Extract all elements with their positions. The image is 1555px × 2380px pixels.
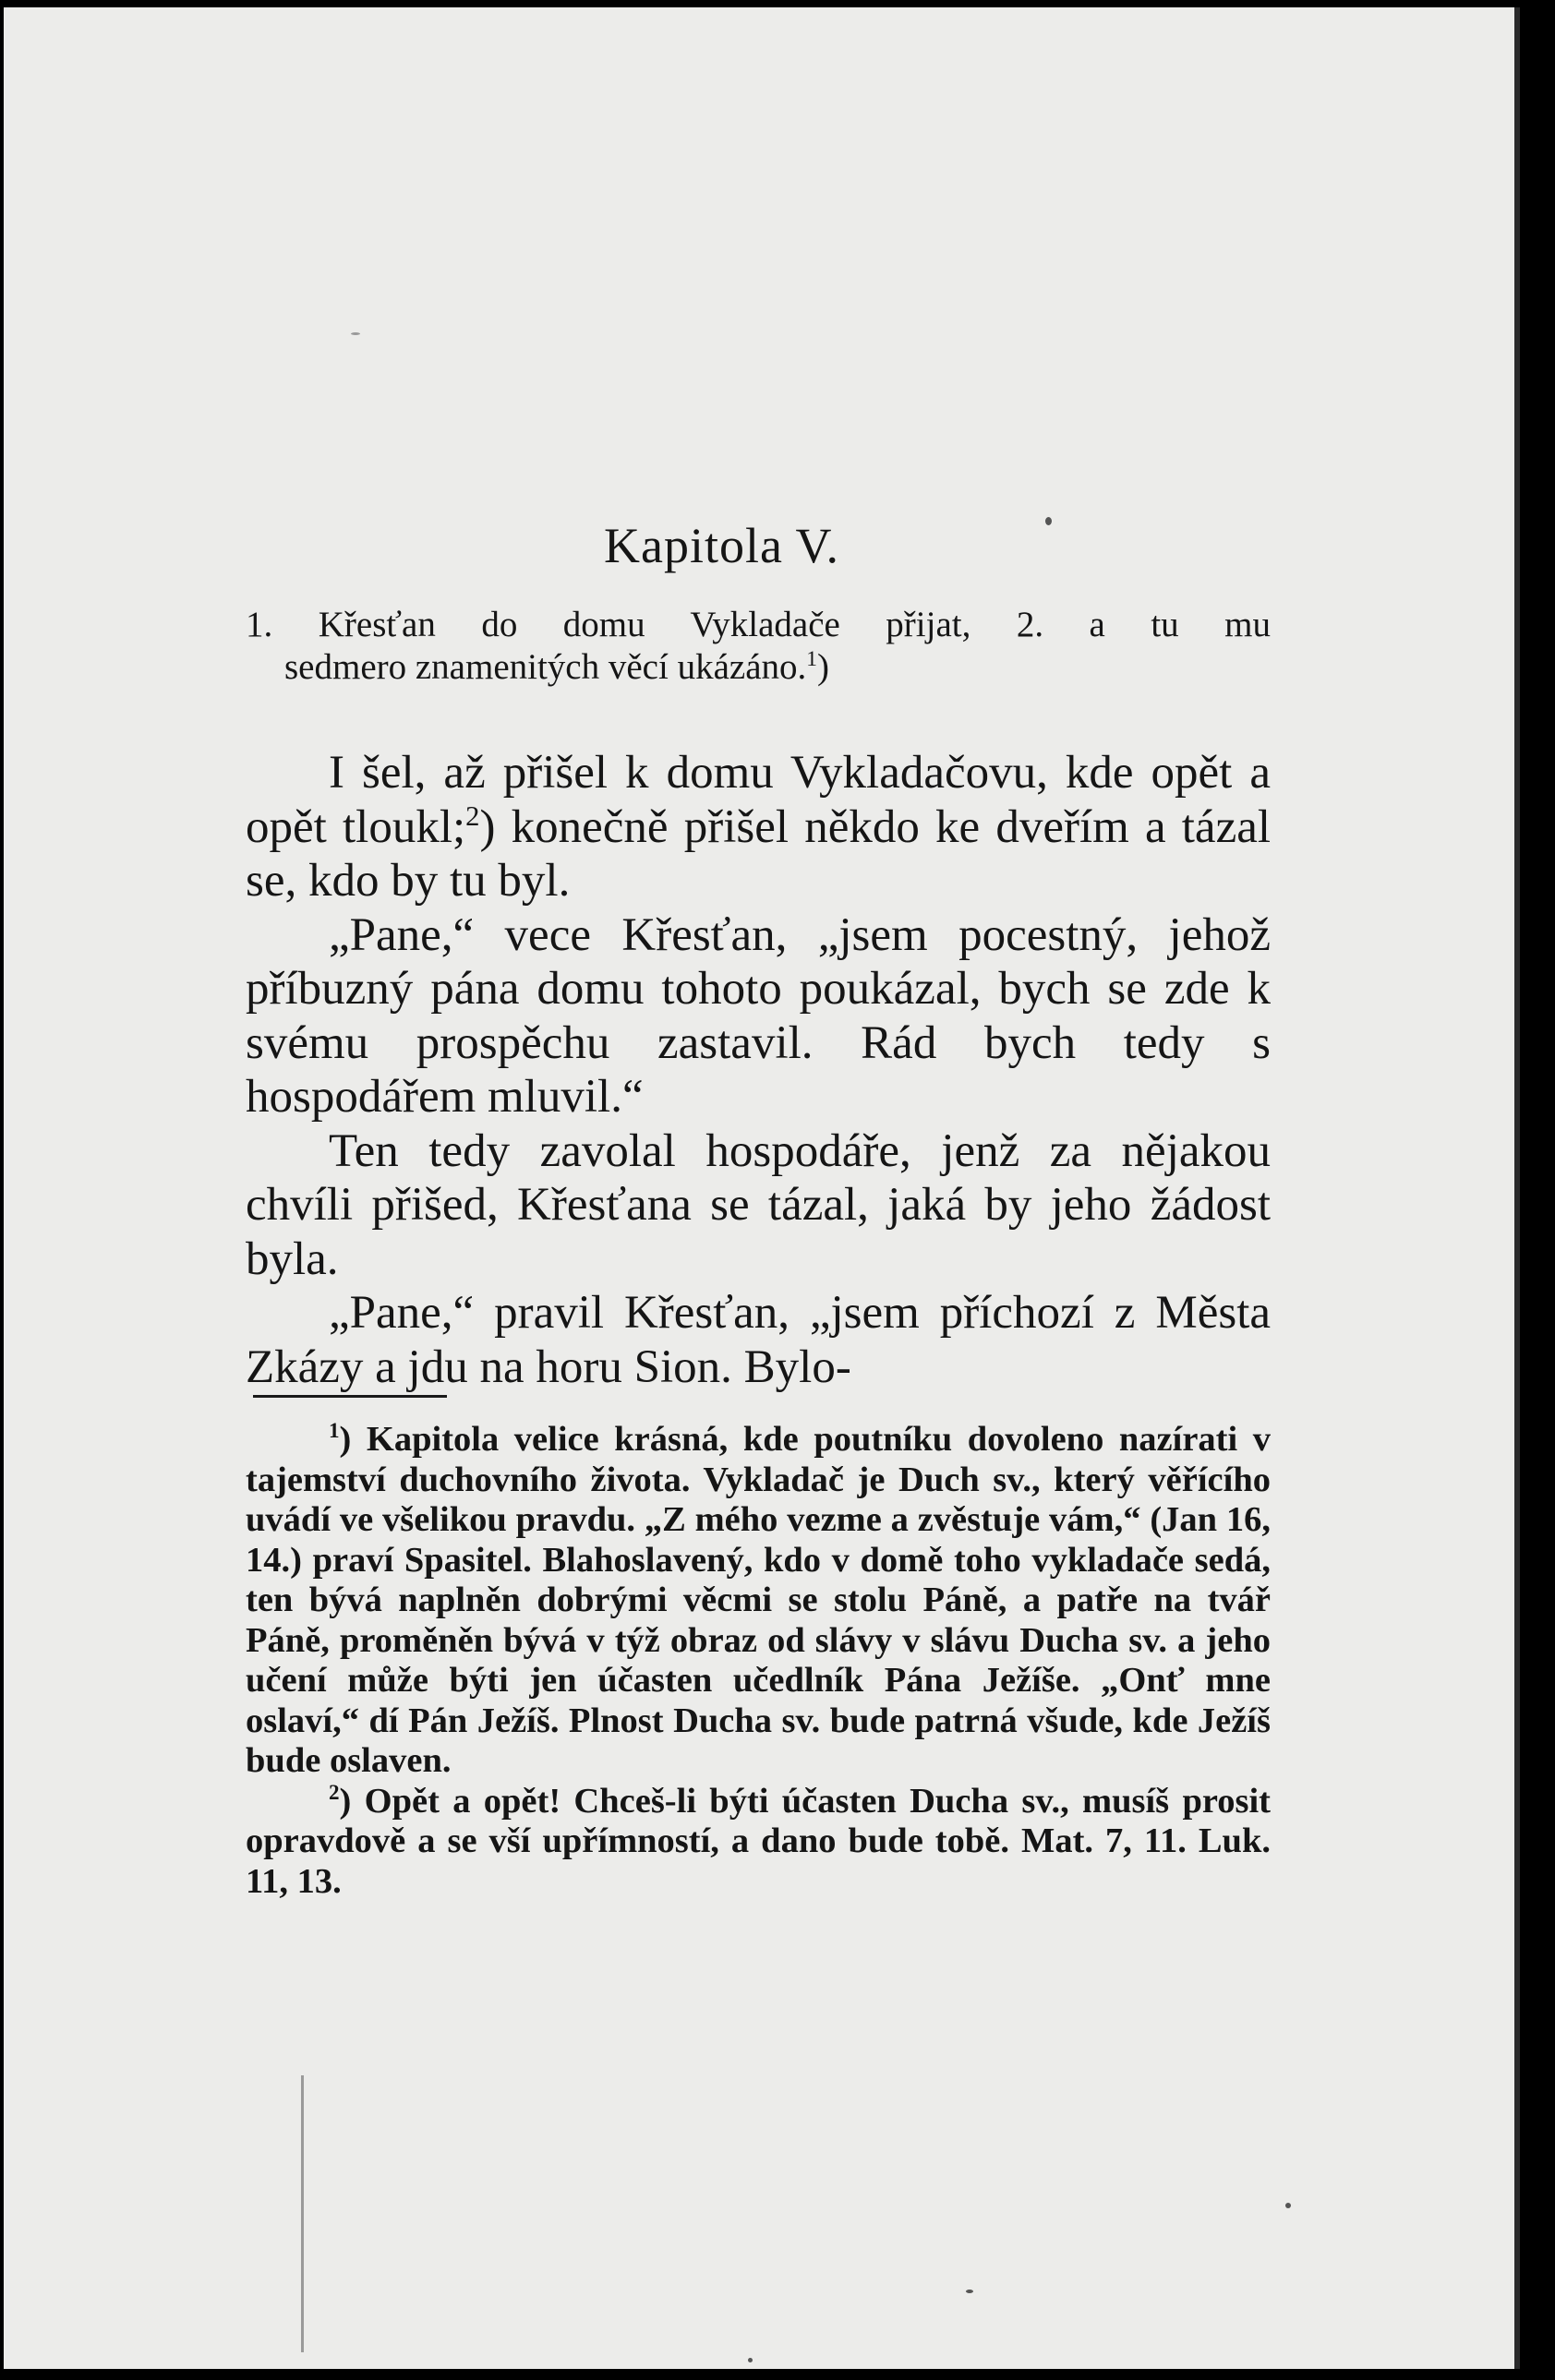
scan-speck bbox=[351, 332, 360, 335]
body-text bbox=[246, 746, 1271, 1394]
summary-line-1: 1. Křesťan do domu Vykladače přijat, 2. a tu mu bbox=[246, 605, 1271, 644]
paragraph-1 bbox=[246, 746, 1271, 908]
footnote-1-text: ) Kapitola velice krásná, kde poutníku dovoleno nazírati v tajemství duchovního života. Vykladač je Duch sv., který věřícího uvádí ve všelikou pravdu. „Z mého vezme a zvěstuje vám,“ (Jan 16, 14.) praví Spasitel. Blahoslavený, kdo v domě toho vykladače sedá, ten bývá naplněn dobrými věcmi se stolu Páně, a patře na tvář Páně, proměněn bývá v týž obraz od slávy v slávu Ducha sv. a jeho učení může býti jen účasten učedlník Pána Ježíše. „Onť mne oslaví,“ dí Pán Ježíš. Plnost Ducha sv. bude patrná všude, kde Ježíš bude oslaven. bbox=[246, 1420, 1271, 1780]
footnote-ref-1: 1 bbox=[806, 647, 817, 671]
scan-speck bbox=[966, 2290, 973, 2293]
summary-line-2-text: sedmero znamenitých věcí ukázáno. bbox=[284, 647, 807, 687]
chapter-summary bbox=[246, 604, 1271, 689]
summary-line-2 bbox=[246, 646, 1271, 689]
paragraph-1-part-a: I šel, až přišel k domu Vykladačovu, kde opět a opět tloukl; bbox=[246, 747, 1271, 853]
footnote-separator bbox=[253, 1395, 447, 1398]
paragraph-2: „Pane,“ vece Křesťan, „jsem pocestný, jehož příbuzný pána domu tohoto poukázal, bych se zde k svému prospěchu zastavil. Rád bych tedy s hospodářem mluvil.“ bbox=[246, 908, 1271, 1123]
book-page bbox=[4, 7, 1520, 2369]
footnote-1-marker: 1 bbox=[329, 1418, 340, 1443]
scan-speck bbox=[1285, 2203, 1291, 2208]
footnote-2-marker: 2 bbox=[329, 1779, 340, 1804]
footnote-2 bbox=[246, 1779, 1271, 1903]
paragraph-3: Ten tedy zavolal hospodáře, jenž za nějakou chvíli přišed, Křesťana se tázal, jaká by jeho žádost byla. bbox=[246, 1124, 1271, 1285]
chapter-title: Kapitola V. bbox=[604, 518, 840, 573]
scan-margin-line bbox=[301, 2075, 304, 2352]
scan-speck bbox=[748, 2358, 753, 2362]
paragraph-4: „Pane,“ pravil Křesťan, „jsem příchozí z Města Zkázy a jdu na horu Sion. Bylo- bbox=[246, 1287, 1271, 1393]
summary-line-2-end: ) bbox=[816, 647, 829, 687]
footnote-2-text: ) Opět a opět! Chceš-li býti účasten Ducha sv., musíš prosit opravdově a se vší upřímností, a dano bude tobě. Mat. 7, 11. Luk. 11, 13. bbox=[246, 1781, 1271, 1901]
paragraph-1-part-b: ) konečně přišel někdo ke dveřím a tázal se, kdo by tu byl. bbox=[246, 800, 1272, 907]
footnote-ref-2: 2 bbox=[465, 799, 480, 832]
footnotes bbox=[246, 1420, 1271, 1902]
scan-speck bbox=[1045, 517, 1052, 525]
footnote-1 bbox=[246, 1420, 1271, 1782]
